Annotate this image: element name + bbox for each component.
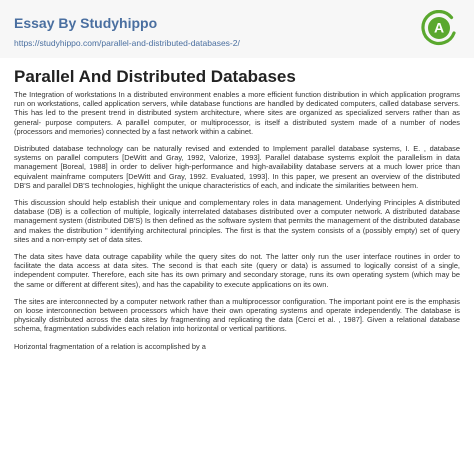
site-header [0,0,474,58]
logo-letter: A [433,19,445,36]
page-title: Parallel And Distributed Databases [14,67,296,86]
studyhippo-logo-icon[interactable] [421,10,457,46]
source-url-link[interactable]: https://studyhippo.com/parallel-and-distributed-databases-2/ [14,38,240,48]
paragraph: The Integration of workstations In a distributed environment enables a more efficient function distribution in which application programs run on workstations, called application servers, while database functions are handled by dedicated computers, called database servers. This has led to the present trend in distributed system architecture, where sites are organized as specialized servers rather than as general- purpose computers. A parallel computer, or multiprocessor, is itself a distributed system made of a number of nodes (processors and memories) connected by a fast network within a cabinet. [14,90,460,136]
paragraph: This discussion should help establish their unique and complementary roles in data management. Underlying Principles A distributed database (DB) is a collection of multiple, logically interrelated databases distributed over a computer network. A distributed database management system (distributed DB'S) Is then defined as the software system that permits the management of the distributed database and makes the distribution " identifying architectural principles. The first is that the system consists of a (possibly empty) set of query sites and a non-empty set of data sites. [14,198,460,244]
paragraph: The data sites have data outrage capability while the query sites do not. The latter only run the user interface routines in order to facilitate the data access at data sites. The second is that each site (query or data) is assumed to logically consist of a single, independent computer. Therefore, each site has its own primary and secondary storage, runs its own operating system (which may be the same or different at different sites), and has the capability to execute applications on its own. [14,252,460,289]
brand-title[interactable]: Essay By Studyhippo [14,15,158,31]
paragraph: Horizontal fragmentation of a relation is accomplished by a [14,341,206,351]
paragraph: Distributed database technology can be naturally revised and extended to Implement parallel database systems, I. E. , database systems on parallel computers [DeWitt and Gray, 1992, Valorize, 1993]. Parallel database systems exploit the parallelism in data management [Boreal, 1988] in order to deliver high-performance and high-availability database servers at a much lower price than equivalent mainframe computers [DeWitt and Gray, 1992. Evaluated, 1993]. In this paper, we present an overview of the distributed DB'S and parallel DB'S technologies, highlight the unique characteristics of each, and indicate the similarities between hem. [14,144,460,190]
paragraph: The sites are interconnected by a computer network rather than a multiprocessor configuration. The important point ere is the emphasis on loose interconnection between processors which have their own operating systems and operate independently. The database is physically distributed across the data sites by fragmenting and replicating the data [Cerci et al. , 1987]. Given a relational database schema, fragmentation subdivides each relation into horizontal or vertical partitions. [14,296,460,334]
essay-content [14,64,460,359]
